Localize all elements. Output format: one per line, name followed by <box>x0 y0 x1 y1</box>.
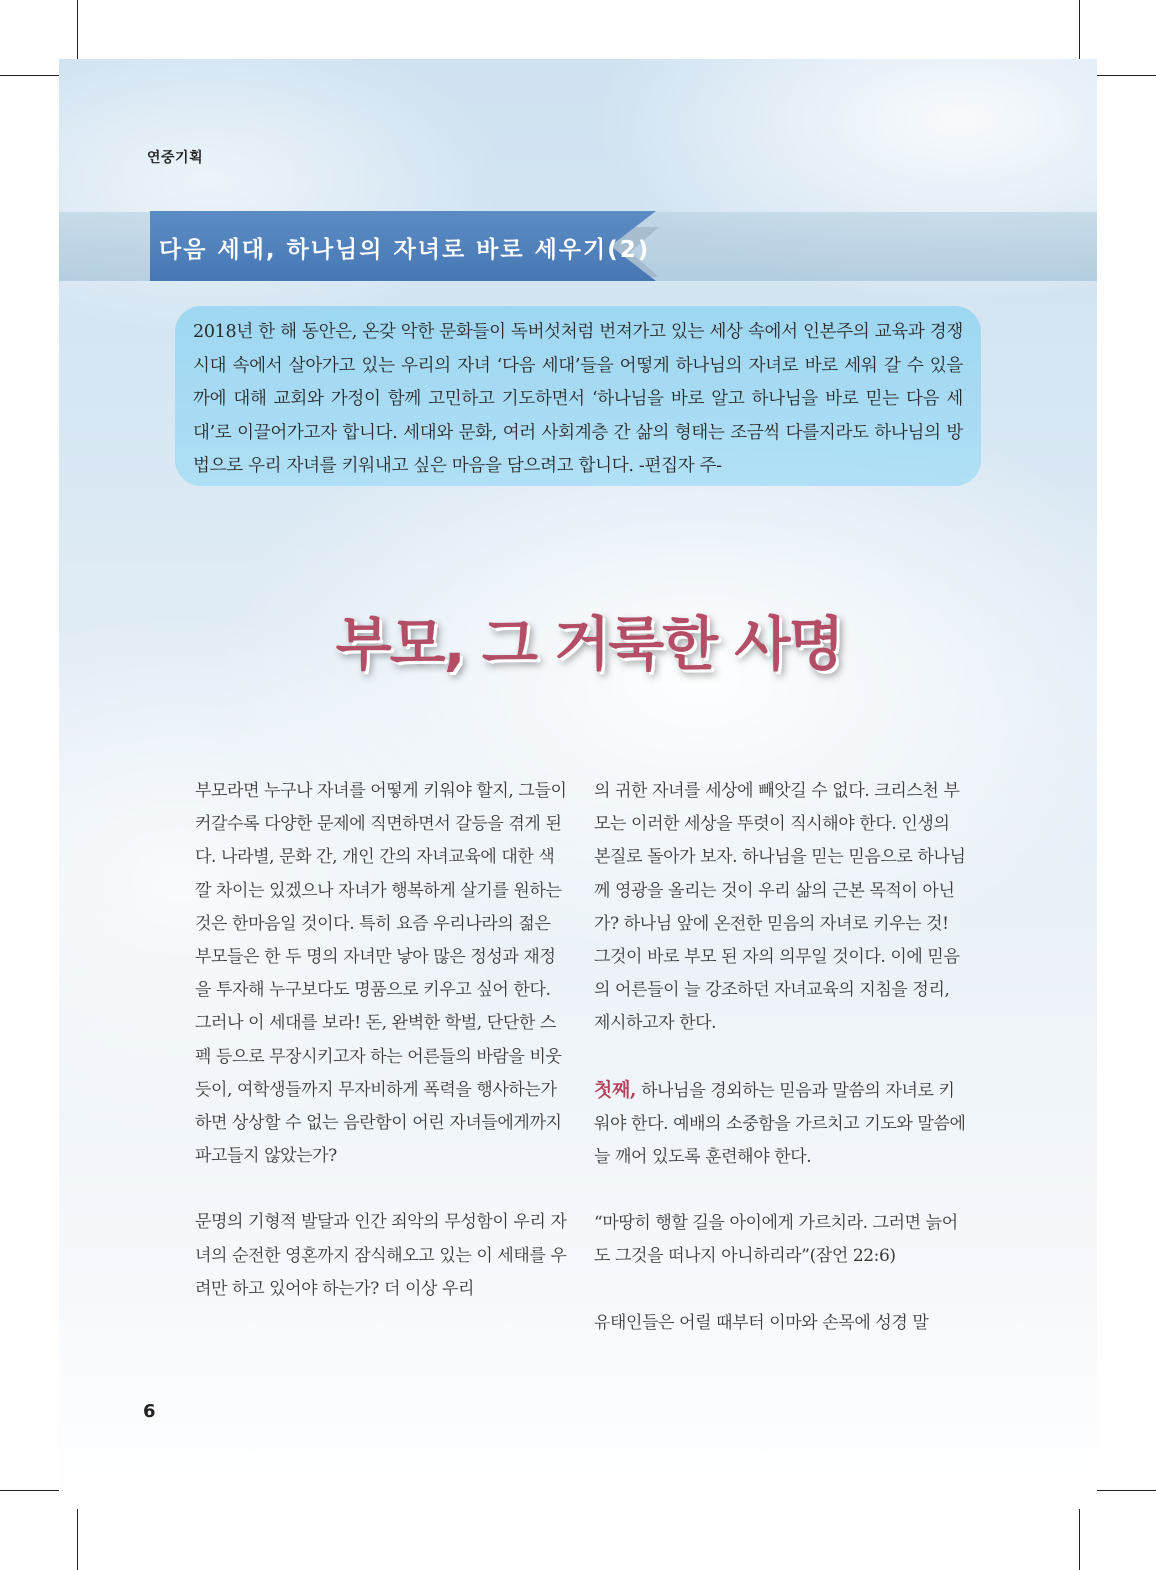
paragraph: 부모라면 누구나 자녀를 어떻게 키워야 할지, 그들이 커갈수록 다양한 문제에 직면하면서 갈등을 겪게 된다. 나라별, 문화 간, 개인 간의 자녀교육에 대한 색깔 차이는 있겠으나 자녀가 행복하게 살기를 원하는 것은 한마음일 것이다. 특히 요즘 우리나라의 젊은 부모들은 한 두 명의 자녀만 낳아 많은 정성과 재정을 투자해 누구보다도 명품으로 키우고 싶어 한다. 그러나 이 세대를 보라! 돈, 완벽한 학벌, 단단한 스펙 등으로 무장시키고자 하는 어른들의 바람을 비웃듯이, 여학생들까지 무자비하게 폭력을 행사하는가 하면 상상할 수 없는 음란함이 어린 자녀들에게까지 파고들지 않았는가? <box>195 781 567 1167</box>
crop-mark <box>1097 1490 1156 1491</box>
crop-mark <box>77 0 78 59</box>
scripture-quote: “마땅히 행할 길을 아이에게 가르치라. 그러면 늙어도 그것을 떠나지 아니하리라”(잠언 22:6) <box>594 1213 958 1267</box>
guideline-paragraph <box>594 1074 966 1175</box>
left-column <box>195 775 567 1306</box>
crop-mark <box>0 75 59 76</box>
guideline-text: 하나님을 경외하는 믿음과 말씀의 자녀로 키워야 한다. 예배의 소중함을 가르치고 기도와 말씀에 늘 깨어 있도록 훈련해야 한다. <box>594 1080 966 1168</box>
right-column <box>594 775 966 1340</box>
guideline-label: 첫째, <box>594 1078 637 1101</box>
crop-mark <box>1079 0 1080 59</box>
section-label: 연중기획 <box>147 150 204 166</box>
paragraph: 유태인들은 어릴 때부터 이마와 손목에 성경 말 <box>594 1312 929 1333</box>
paragraph: 문명의 기형적 발달과 인간 죄악의 무성함이 우리 자녀의 순전한 영혼까지 잠식해오고 있는 이 세태를 우려만 하고 있어야 하는가? 더 이상 우리 <box>195 1212 567 1299</box>
article-headline: 부모, 그 거룩한 사명 <box>335 610 843 678</box>
series-title: 다음 세대, 하나님의 자녀로 바로 세우기(2) <box>159 237 651 263</box>
paragraph: 의 귀한 자녀를 세상에 빼앗길 수 없다. 크리스천 부모는 이러한 세상을 뚜렷이 직시해야 한다. 인생의 본질로 돌아가 보자. 하나님을 믿는 믿음으로 하나님께 영광을 올리는 것이 우리 삶의 근본 목적이 아닌가? 하나님 앞에 온전한 믿음의 자녀로 키우는 것! 그것이 바로 부모 된 자의 의무일 것이다. 이에 믿음의 어른들이 늘 강조하던 자녀교육의 지침을 정리, 제시하고자 한다. <box>594 781 966 1034</box>
crop-mark <box>1097 75 1156 76</box>
magazine-page <box>59 59 1097 1509</box>
editor-note-text: 2018년 한 해 동안은, 온갖 악한 문화들이 독버섯처럼 번져가고 있는 세상 속에서 인본주의 교육과 경쟁 시대 속에서 살아가고 있는 우리의 자녀 ‘다음 세대’들을 어떻게 하나님의 자녀로 바로 세워 갈 수 있을까에 대해 교회와 가정이 함께 고민하고 기도하면서 ‘하나님을 바로 알고 하나님을 바로 믿는 다음 세대’로 이끌어가고자 합니다. 세대와 문화, 여러 사회계층 간 삶의 형태는 조금씩 다를지라도 하나님의 방법으로 우리 자녀를 키워내고 싶은 마음을 담으려고 합니다. -편집자 주- <box>193 322 963 476</box>
crop-mark <box>1079 1509 1080 1570</box>
crop-mark <box>77 1509 78 1570</box>
page-number: 6 <box>143 1401 156 1422</box>
crop-mark <box>0 1490 59 1491</box>
